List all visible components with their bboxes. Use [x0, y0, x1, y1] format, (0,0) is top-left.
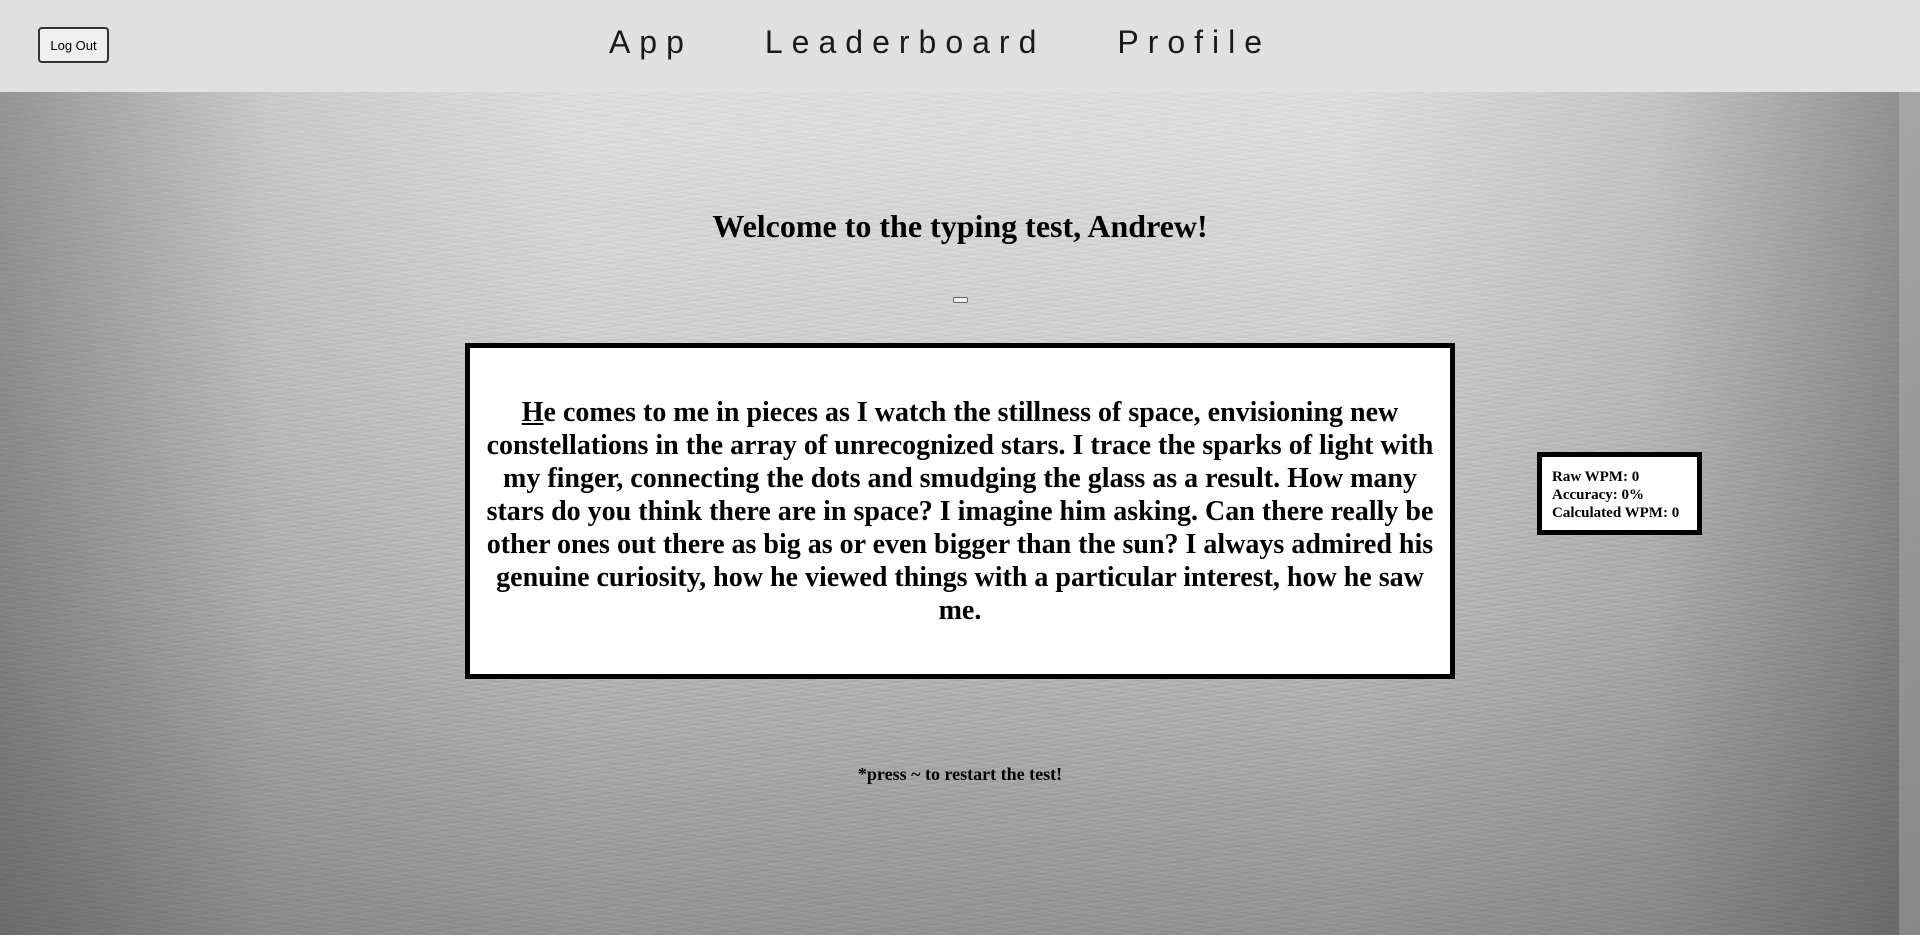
welcome-heading: Welcome to the typing test, Andrew! — [712, 208, 1208, 244]
raw-wpm-stat: Raw WPM: 0 — [1552, 469, 1640, 485]
typing-passage-box[interactable] — [465, 343, 1455, 679]
main-nav — [0, 22, 1920, 62]
calculated-wpm-stat: Calculated WPM: 0 — [1552, 505, 1680, 521]
nav-link-profile[interactable]: Profile — [1117, 24, 1272, 60]
accuracy-stat: Accuracy: 0% — [1552, 487, 1645, 503]
current-character: H — [521, 396, 544, 428]
nav-link-leaderboard[interactable]: Leaderboard — [764, 24, 1046, 60]
top-nav-bar — [0, 0, 1920, 92]
stats-panel — [1537, 452, 1702, 535]
hidden-focus-button[interactable] — [953, 297, 968, 303]
nav-link-app[interactable]: App — [608, 24, 693, 60]
nav-list — [609, 22, 1271, 62]
restart-hint: *press ~ to restart the test! — [857, 764, 1063, 784]
typing-passage — [478, 396, 1442, 627]
remaining-text: e comes to me in pieces as I watch the stillness of space, envisioning new constellations in the array of unrecognized stars. I trace the sparks of light with my finger, connecting the dots and smudging the glass as a result. How many stars do you think there are in space? I imagine him asking. Can there really be other ones out there as big as or even bigger than the sun? I always admired his genuine curiosity, how he viewed things with a particular interest, how he saw me. — [486, 396, 1434, 626]
logout-button[interactable]: Log Out — [38, 27, 109, 63]
